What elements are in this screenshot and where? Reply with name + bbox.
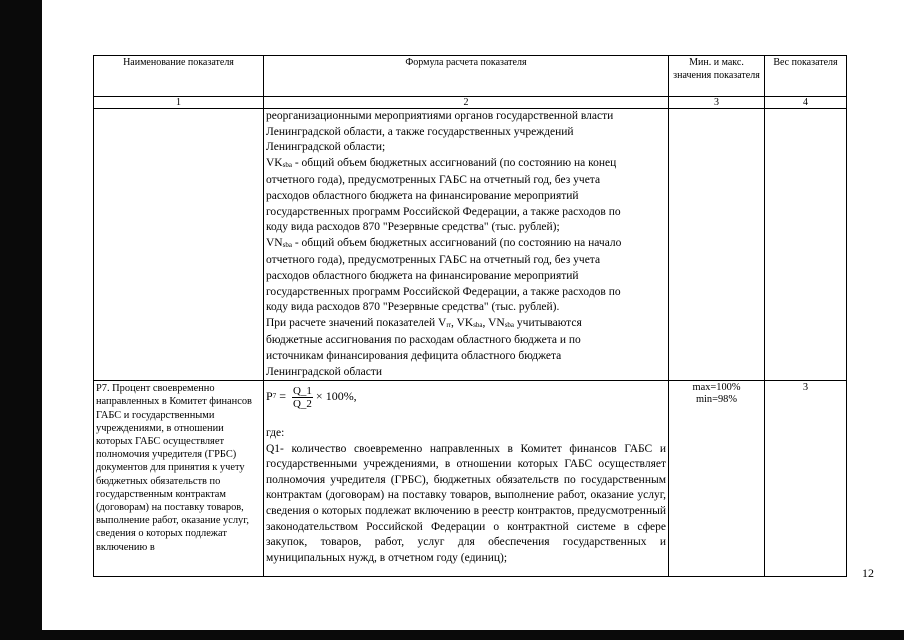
formula-rhs: × 100%, [315, 389, 357, 404]
minmax-cell-p7 [669, 381, 765, 577]
text-line: - общий объем бюджетных ассигнований (по состоянию на начало [291, 236, 622, 249]
q1-definition: Q1- количество своевременно направленных в Комитет финансов ГАБС и государственными учреждениями, в отношении которых ГАБС осуществляет полномочия учредителя (ГРБС), бюджетных обязательств по государственным контрактам (договорам) на поставку товаров, выполнение работ, оказание услуг, сведения о которых подлежат включению в реестр контрактов, предусмотренный законодательством Российской Федерации о контрактной системе в сфере закупок, товаров, работ, услуг для обеспечения государственных и муниципальных нужд, в отчетном году (единиц); [266, 442, 666, 564]
column-number-row [94, 97, 847, 109]
column-number: 1 [94, 97, 264, 109]
text-line: коду вида расходов 870 "Резервные средства" (тыс. рублей); [266, 221, 560, 234]
page-number: 12 [862, 566, 874, 580]
text-line: государственных программ Российской Федерации, а также расходов по [266, 205, 621, 218]
text-line: бюджетные ассигнования по расходам областного бюджета и по [266, 334, 581, 347]
formula-denominator: Q_2 [292, 397, 312, 410]
text-fragment: учитываются [514, 316, 582, 329]
subscript: sba [504, 320, 515, 329]
column-number: 4 [765, 97, 847, 109]
vn-definition-line [266, 236, 666, 254]
header-minmax: Мин. и макс. значения показателя [669, 56, 765, 97]
vn-subscript: sba [282, 240, 292, 249]
vn-symbol: VN [266, 236, 283, 249]
subscript: sba [473, 320, 483, 329]
text-line: реорганизационными мероприятиями органов государственной власти [266, 110, 614, 122]
table-row [94, 109, 847, 381]
formula-cell-continuation [264, 109, 669, 381]
column-number: 3 [669, 97, 765, 109]
text-line: источникам финансирования дефицита областного бюджета [266, 349, 562, 362]
min-value: min=98% [695, 394, 738, 406]
max-value: max=100% [692, 382, 741, 394]
formula-fraction [292, 385, 313, 410]
table-row [94, 381, 847, 577]
weight-cell-p7: 3 [765, 381, 847, 577]
weight-cell-empty [765, 109, 847, 381]
formula-cell-p7 [264, 381, 669, 577]
text-line: Ленинградской области; [266, 141, 386, 154]
header-weight: Вес показателя [765, 56, 847, 97]
formula-lhs-subscript: 7 [272, 392, 277, 401]
header-formula: Формула расчета показателя [264, 56, 669, 97]
scan-bottom-border [0, 630, 904, 640]
column-number: 2 [264, 97, 669, 109]
header-name: Наименование показателя [94, 56, 264, 97]
formula-equals: = [276, 389, 289, 404]
scan-left-border [0, 0, 42, 640]
formula-numerator: Q_1 [292, 384, 312, 397]
vk-symbol: VK [266, 156, 283, 169]
vk-subscript: sba [282, 160, 292, 169]
text-line: - общий объем бюджетных ассигнований (по состоянию на конец [291, 156, 617, 169]
indicator-name-p7: Р7. Процент своевременно направленных в Комитет финансов ГАБС и государственными учреждениями, в отношении которых ГАБС осуществляет полномочия учредителя (ГРБС) документов для принятия к учету бюджетных обязательств по государственным контрактам (договорам) на поставку товаров, выполнение работ, оказание услуг, сведения о которых подлежат включению в [94, 381, 264, 577]
formula-lhs: P [266, 389, 273, 404]
text-line: расходов областного бюджета на финансирование мероприятий [266, 189, 579, 202]
text-line: отчетного года), предусмотренных ГАБС на отчетный год, без учета [266, 254, 601, 267]
text-line: государственных программ Российской Федерации, а также расходов по [266, 285, 621, 298]
where-label: где: [266, 427, 285, 440]
text-line: Ленинградской области, а также государственных учреждений [266, 125, 574, 138]
formula-p7 [266, 382, 666, 412]
text-fragment: При расчете значений показателей V [266, 316, 447, 329]
vk-definition-line [266, 156, 666, 174]
text-line: отчетного года), предусмотренных ГАБС на отчетный год, без учета [266, 174, 601, 187]
text-line: Ленинградской области [266, 365, 383, 378]
calc-note-line [266, 316, 666, 334]
indicator-table [93, 55, 847, 577]
minmax-cell-empty [669, 109, 765, 381]
subscript: rr [446, 320, 452, 329]
text-line: коду вида расходов 870 "Резервные средства" (тыс. рублей). [266, 301, 560, 314]
name-cell-empty [94, 109, 264, 381]
table-header-row [94, 56, 847, 97]
text-line: расходов областного бюджета на финансирование мероприятий [266, 269, 579, 282]
text-fragment: , VN [482, 316, 505, 329]
text-fragment: , VK [451, 316, 474, 329]
